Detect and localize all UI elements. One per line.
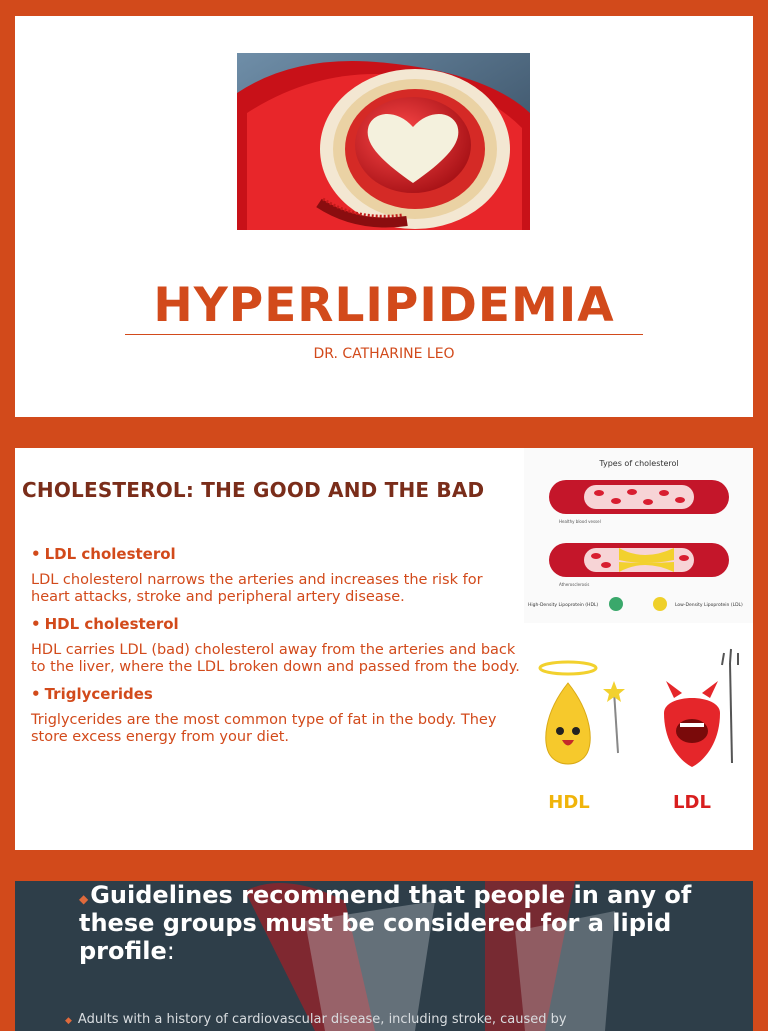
halo-icon: [540, 662, 596, 674]
bullet-heading: [31, 615, 521, 633]
title-divider: [125, 334, 643, 335]
bullet-list: [31, 545, 521, 755]
healthy-vessel-lumen: [584, 485, 694, 509]
athero-vessel-label: Atherosclerosis: [559, 582, 590, 587]
bullet-text: HDL carries LDL (bad) cholesterol away from the arteries and back to the liver, where the LDL broken down and passed from the body.: [31, 642, 520, 675]
heading-colon: :: [166, 937, 175, 965]
hdl-ldl-cartoon-svg: [524, 643, 753, 823]
ldl-legend-dot: [653, 597, 667, 611]
hdl-character: [546, 683, 590, 764]
bullet-dot-icon: •: [31, 685, 41, 703]
bullet-heading: [31, 545, 521, 563]
guideline-bullet-text: Adults with a history of cardiovascular disease, including stroke, caused by: [77, 1012, 567, 1027]
guideline-bullet: [65, 1012, 745, 1027]
hdl-label: HDL: [548, 792, 590, 813]
bullet-dot-icon: •: [31, 615, 41, 633]
devil-horn-right: [702, 681, 718, 698]
heart-artery-image: [237, 53, 530, 230]
pitchfork-icon: [730, 663, 732, 763]
artery-diagram-svg: [524, 448, 753, 623]
guidelines-heading-text: Guidelines recommend that people in any of these groups must be considered for a lipid profile: [79, 881, 692, 965]
diamond-bullet-icon: ◆: [65, 1016, 72, 1026]
diagram-title: Types of cholesterol: [599, 459, 679, 468]
guidelines-heading: [79, 881, 699, 965]
healthy-vessel-label: Healthy blood vessel: [559, 519, 601, 524]
bullet-text: Triglycerides are the most common type of fat in the body. They store excess energy from your diet.: [31, 712, 497, 745]
presentation-title: HYPERLIPIDEMIA: [153, 278, 615, 333]
ldl-label: LDL: [673, 792, 711, 813]
diamond-bullet-icon: ◆: [79, 892, 89, 906]
bullet-heading-text: Triglycerides: [44, 685, 153, 703]
heart-artery-illustration: [237, 53, 530, 230]
presenter-name: DR. CATHARINE LEO: [313, 346, 455, 362]
hdl-ldl-cartoon: [524, 643, 753, 823]
wand-icon: [614, 691, 618, 753]
slide-title: CHOLESTEROL: THE GOOD AND THE BAD: [22, 478, 485, 502]
bullet-text: LDL cholesterol narrows the arteries and increases the risk for heart attacks, stroke and peripheral artery disease.: [31, 572, 483, 605]
bullet-dot-icon: •: [31, 545, 41, 563]
hdl-legend-dot: [609, 597, 623, 611]
title-slide: [15, 16, 753, 417]
ldl-legend-label: Low-Density Lipoprotein (LDL): [675, 603, 743, 608]
bullet-heading-text: HDL cholesterol: [44, 615, 179, 633]
bullet-heading-text: LDL cholesterol: [44, 545, 176, 563]
cholesterol-slide: [15, 448, 753, 850]
guidelines-slide: [15, 881, 753, 1031]
cholesterol-types-diagram: [524, 448, 753, 623]
devil-horn-left: [666, 681, 682, 698]
hdl-legend-label: High-Density Lipoprotein (HDL): [528, 603, 599, 608]
bullet-heading: [31, 685, 521, 703]
